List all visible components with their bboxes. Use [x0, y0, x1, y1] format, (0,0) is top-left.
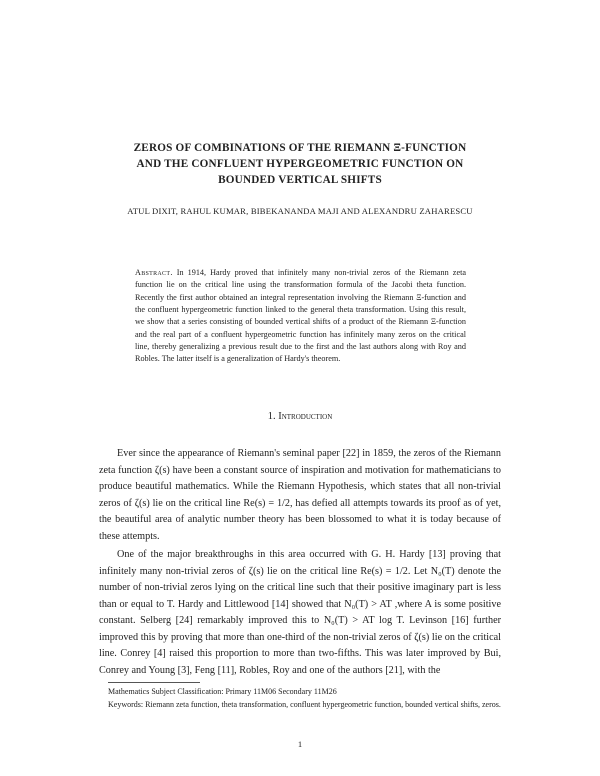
abstract-text: In 1914, Hardy proved that infinitely many non-trivial zeros of the Riemann zeta function lie on the critical line using the transformation formula of the Jacobi theta function. Recently the first author obtained an integral representation involving the Riemann Ξ-function and the confluent hypergeometric function linked to the general theta transformation. Using this result, we show that a series consisting of bounded vertical shifts of a product of the Riemann Ξ-function and the real part of a confluent hypergeometric function has infinitely many zeros on the critical line, thereby generalizing a previous result due to the first and the last authors along with Roy and Robles. The latter itself is a generalization of Hardy's theorem. [135, 268, 466, 364]
title-line-3: BOUNDED VERTICAL SHIFTS [218, 174, 382, 186]
abstract [135, 267, 466, 366]
author-list: ATUL DIXIT, RAHUL KUMAR, BIBEKANANDA MAJI AND ALEXANDRU ZAHARESCU [127, 206, 473, 216]
paper-title [80, 140, 520, 188]
footnote-divider [108, 682, 200, 683]
title-line-2: AND THE CONFLUENT HYPERGEOMETRIC FUNCTION ON [136, 158, 464, 170]
footnote-keywords: Keywords: Riemann zeta function, theta transformation, confluent hypergeometric function, bounded vertical shifts, zeros. [108, 700, 501, 709]
intro-paragraph-1: Ever since the appearance of Riemann's seminal paper [22] in 1859, the zeros of the Riemann zeta function ζ(s) have been a constant source of inspiration and motivation for mathematicians to produce beautiful mathematics. While the Riemann Hypothesis, which states that all non-trivial zeros of ζ(s) lie on the critical line Re(s) = 1/2, has defied all attempts towards its proof as of yet, the beautiful area of analytic number theory has been blossomed to what it is today because of these attempts. [99, 448, 501, 542]
abstract-label: Abstract. [135, 268, 173, 277]
section-heading [100, 411, 500, 422]
section-number: 1. [267, 411, 276, 422]
section-title: Introduction [278, 411, 333, 422]
intro-paragraph-2: One of the major breakthroughs in this area occurred with G. H. Hardy [13] proving that infinitely many non-trivial zeros of ζ(s) lie on the critical line Re(s) = 1/2. Let N₀(T) denote the number of non-trivial zeros lying on the critical line such that their positive imaginary part is less than or equal to T. Hardy and Littlewood [14] showed that N₀(T) > AT ,where A is some positive constant. Selberg [24] remarkably improved this to N₀(T) > AT log T. Levinson [16] further improved this by proving that more than one-third of the non-trivial zeros of ζ(s) lie on the critical line. Conrey [4] raised this proportion to more than two-fifths. This was later improved by Bui, Conrey and Young [3], Feng [11], Robles, Roy and one of the authors [21], with the [99, 549, 501, 676]
page-number: 1 [297, 739, 303, 749]
title-line-1: ZEROS OF COMBINATIONS OF THE RIEMANN Ξ-FUNCTION [133, 142, 467, 154]
footnote-msc: Mathematics Subject Classification: Primary 11M06 Secondary 11M26 [108, 687, 337, 696]
